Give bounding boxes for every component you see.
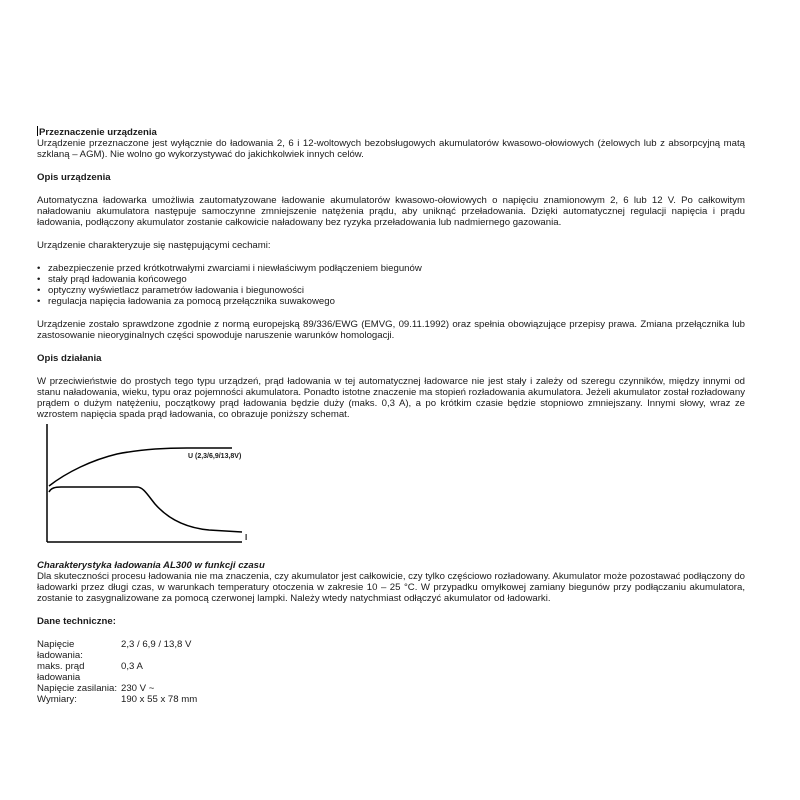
tech-key: Napięcie ładowania:	[37, 639, 83, 661]
tech-key: Napięcie zasilania:	[37, 683, 117, 694]
feature-item: • zabezpieczenie przed krótkotrwałymi zwarciami i niewłaściwym podłączeniem biegunów	[37, 263, 745, 274]
section-title-description: Opis urządzenia	[37, 172, 111, 183]
charging-curve-svg	[37, 420, 267, 560]
description-paragraph-1: Automatyczna ładowarka umożliwia zautomatyzowane ładowanie akumulatorów kwasowo-ołowiowych o napięciu znamionowym 2, 6 lub 12 V. Po całkowitym naładowaniu akumulatora następuje samoczynne zmniejszenie natężenia prądu, aby uniknąć przeładowania. Dzięki automatycznej regulacji napięcia i prądu ładowania, podłączony akumulator zostanie całkowicie naładowany bez ryzyka przeładowania lub nadmiernego gazowania.	[37, 195, 745, 228]
additional-info-text: Dla skuteczności procesu ładowania nie ma znaczenia, czy akumulator jest całkowicie, czy tylko częściowo rozładowany. Akumulator może pozostawać podłączony do ładowarki przez długi czas, w warunkach temperatury otoczenia w zakresie 10 – 25 °C. W przypadku omyłkowej zamiany biegunów przy podłączaniu akumulatora, zostanie to zasygnalizowane za pomocą czerwonej lampki. Należy wtedy natychmiast odłączyć akumulator od ładowarki.	[37, 571, 745, 604]
description-paragraph-3: Urządzenie zostało sprawdzone zgodnie z normą europejską 89/336/EWG (EMVG, 09.11.1992) oraz spełnia obowiązujące przepisy prawa. Zmiana przełącznika lub zastosowanie nieoryginalnych części spowoduje naruszenie warunków homologacji.	[37, 319, 745, 341]
table-row	[37, 661, 197, 683]
current-label: I	[245, 533, 248, 542]
table-row	[37, 639, 197, 661]
tech-value: 230 V ~	[121, 683, 155, 694]
tech-value: 0,3 A	[121, 661, 143, 672]
description-paragraph-2: Urządzenie charakteryzuje się następującymi cechami:	[37, 240, 271, 251]
voltage-label: U (2,3/6,9/13,8V)	[188, 453, 242, 460]
tech-value: 2,3 / 6,9 / 13,8 V	[121, 639, 192, 650]
current-curve	[49, 487, 242, 532]
section-title-operation: Opis działania	[37, 353, 102, 364]
feature-item: • regulacja napięcia ładowania za pomocą przełącznika suwakowego	[37, 296, 745, 307]
document-page	[37, 126, 745, 705]
feature-item: • optyczny wyświetlacz parametrów ładowania i biegunowości	[37, 285, 745, 296]
tech-value: 190 x 55 x 78 mm	[121, 694, 198, 705]
section-title-tech: Dane techniczne:	[37, 616, 116, 627]
table-row	[37, 683, 197, 694]
section-title-purpose: Przeznaczenie urządzenia	[39, 127, 157, 138]
table-row	[37, 694, 197, 705]
operation-text: W przeciwieństwie do prostych tego typu urządzeń, prąd ładowania w tej automatycznej ładowarce nie jest stały i zależy od szeregu czynników, między innymi od stanu naładowania, wieku, typu oraz pojemności akumulatora. Ponadto istotne znaczenie ma stopień rozładowania akumulatora. Jeżeli akumulator został rozładowany prądem o dużym natężeniu, początkowy prąd ładowania będzie duży (maks. 0,3 A), a po krótkim czasie będzie stopniowo zmniejszany. Innymi słowy, wraz ze wzrostem napięcia spada prąd ładowania, co obrazuje poniższy schemat.	[37, 376, 745, 420]
feature-item: • stały prąd ładowania końcowego	[37, 274, 745, 285]
text-cursor	[37, 126, 38, 136]
feature-list	[37, 263, 745, 307]
tech-key: Wymiary:	[37, 694, 77, 705]
tech-data-table	[37, 639, 197, 705]
tech-key: maks. prąd ładowania	[37, 661, 85, 683]
purpose-text: Urządzenie przeznaczone jest wyłącznie do ładowania 2, 6 i 12-woltowych bezobsługowych akumulatorów kwasowo-ołowiowych (żelowych lub z absorpcyjną matą szklaną – AGM). Nie wolno go wykorzystywać do jakichkolwiek innych celów.	[37, 138, 745, 160]
charging-diagram	[37, 420, 745, 560]
diagram-caption: Charakterystyka ładowania AL300 w funkcji czasu	[37, 560, 265, 571]
